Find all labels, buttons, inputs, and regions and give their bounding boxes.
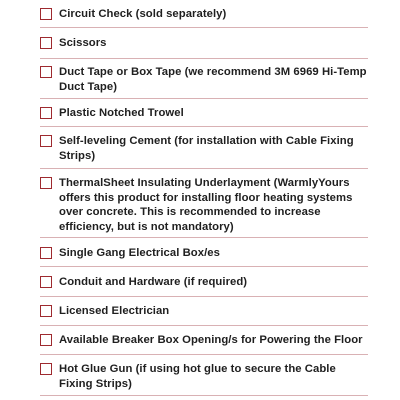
item-label: ThermalSheet Insulating Underlayment (WarmlyYours offers this product for installing floor heating systems over concrete. This is recommended to increase efficiency, but is not mandatory) (59, 177, 353, 233)
checklist-item (40, 134, 368, 169)
checkbox[interactable] (40, 363, 52, 375)
item-label: Available Breaker Box Opening/s for Powering the Floor (59, 334, 363, 346)
checkbox[interactable] (40, 135, 52, 147)
checklist-item (40, 304, 368, 326)
checkbox[interactable] (40, 8, 52, 20)
checklist-item (40, 275, 368, 297)
checklist-item (40, 246, 368, 267)
checklist-item (40, 176, 368, 238)
checkbox[interactable] (40, 276, 52, 288)
checklist-item (40, 333, 368, 355)
item-label: Hot Glue Gun (if using hot glue to secure the Cable Fixing Strips) (59, 363, 336, 390)
checkbox[interactable] (40, 247, 52, 259)
item-label: Self-leveling Cement (for installation with Cable Fixing Strips) (59, 135, 354, 162)
checkbox[interactable] (40, 66, 52, 78)
item-label: Duct Tape or Box Tape (we recommend 3M 6969 Hi-Temp Duct Tape) (59, 66, 367, 93)
checklist-item (40, 36, 368, 59)
item-label: Plastic Notched Trowel (59, 107, 184, 119)
item-label: Scissors (59, 37, 107, 49)
checkbox[interactable] (40, 107, 52, 119)
item-label: Licensed Electrician (59, 305, 170, 317)
checklist-item (40, 65, 368, 99)
checklist-item (40, 362, 368, 396)
item-label: Circuit Check (sold separately) (59, 8, 227, 20)
item-label: Conduit and Hardware (if required) (59, 276, 248, 288)
checklist-item (40, 7, 368, 28)
checkbox[interactable] (40, 37, 52, 49)
item-label: Single Gang Electrical Box/es (59, 247, 220, 259)
checkbox[interactable] (40, 177, 52, 189)
checkbox[interactable] (40, 334, 52, 346)
checkbox[interactable] (40, 305, 52, 317)
checklist-item (40, 106, 368, 127)
